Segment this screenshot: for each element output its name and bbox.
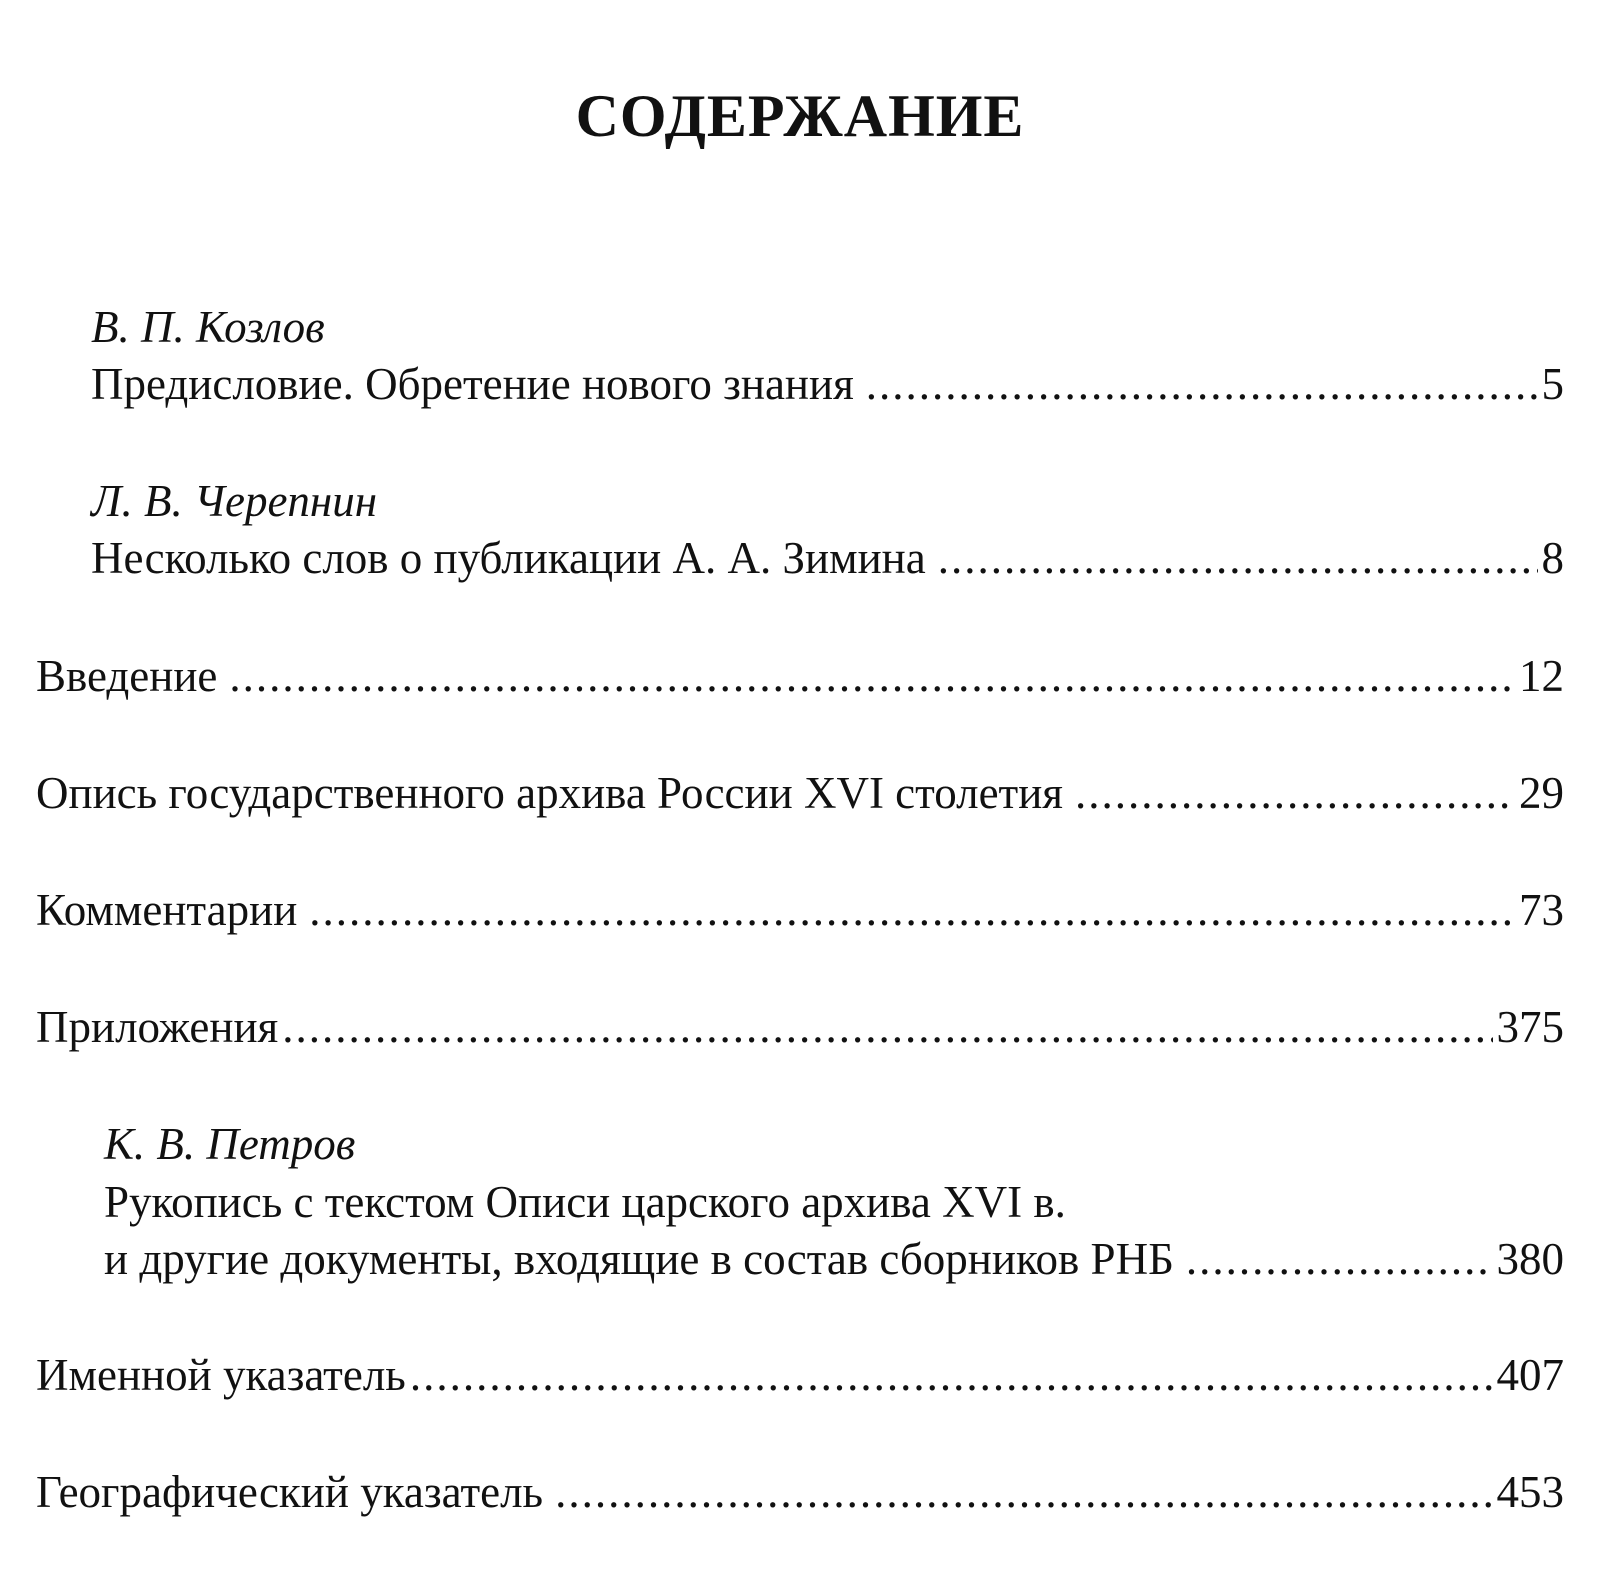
toc-leader-dots xyxy=(866,362,1538,407)
toc-page-number: 453 xyxy=(1496,1467,1564,1517)
toc-leader-dots xyxy=(309,888,1515,933)
toc-page-number: 5 xyxy=(1541,359,1564,409)
toc-author-kozlov: В. П. Козлов xyxy=(91,302,325,352)
toc-entry-preface[interactable] xyxy=(91,359,1564,409)
toc-entry-title: Географический указатель xyxy=(36,1467,544,1517)
toc-page-number: 12 xyxy=(1519,651,1564,701)
toc-leader-dots xyxy=(1186,1237,1493,1282)
toc-entry-publication-note[interactable] xyxy=(91,533,1564,583)
toc-entry-manuscript[interactable] xyxy=(104,1234,1564,1284)
toc-page-number: 29 xyxy=(1519,768,1564,818)
toc-author-cherepnin: Л. В. Черепнин xyxy=(91,476,378,526)
toc-entry-geo-index[interactable] xyxy=(36,1467,1564,1517)
toc-page-number: 73 xyxy=(1519,885,1564,935)
toc-entry-inventory[interactable] xyxy=(36,768,1564,818)
toc-page-number: 8 xyxy=(1541,533,1564,583)
toc-entry-title: Именной указатель xyxy=(36,1350,406,1400)
toc-page-number: 407 xyxy=(1496,1350,1564,1400)
toc-leader-dots xyxy=(555,1470,1492,1515)
toc-entry-title: и другие документы, входящие в состав сборников РНБ xyxy=(104,1234,1174,1284)
toc-author-petrov: К. В. Петров xyxy=(104,1119,356,1169)
toc-entry-title: Опись государственного архива России XVI столетия xyxy=(36,768,1064,818)
toc-entry-introduction[interactable] xyxy=(36,651,1564,701)
toc-entry-commentary[interactable] xyxy=(36,885,1564,935)
toc-entry-title: Предисловие. Обретение нового знания xyxy=(91,359,854,409)
toc-page-number: 380 xyxy=(1496,1234,1564,1284)
toc-entry-title: Несколько слов о публикации А. А. Зимина xyxy=(91,533,926,583)
toc-entry-title: Введение xyxy=(36,651,218,701)
toc-entry-appendices[interactable] xyxy=(36,1002,1564,1052)
toc-leader-dots xyxy=(229,654,1515,699)
toc-leader-dots xyxy=(410,1353,1493,1398)
toc-leader-dots xyxy=(1075,771,1515,816)
toc-leader-dots xyxy=(938,536,1538,581)
toc-leader-dots xyxy=(282,1005,1492,1050)
toc-entry-names-index[interactable] xyxy=(36,1350,1564,1400)
toc-entry-manuscript-line1[interactable]: Рукопись с текстом Описи царского архива XVI в. xyxy=(104,1177,1066,1227)
page-title: СОДЕРЖАНИЕ xyxy=(575,83,1025,149)
toc-entry-title: Комментарии xyxy=(36,885,298,935)
toc-page-number: 375 xyxy=(1496,1002,1564,1052)
toc-entry-title: Приложения xyxy=(36,1002,279,1052)
